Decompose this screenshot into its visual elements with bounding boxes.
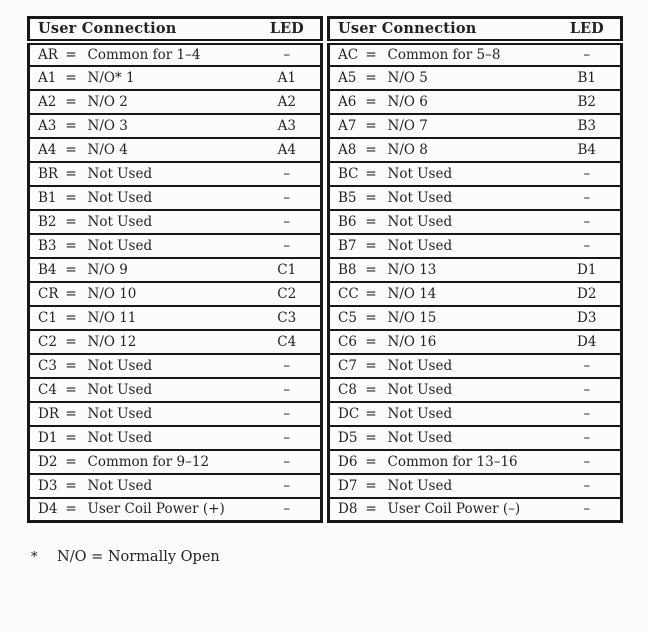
table-row (329, 66, 622, 90)
header-row (29, 18, 322, 42)
led-cell: D3 (554, 306, 622, 330)
table-row (329, 186, 622, 210)
table-row (329, 114, 622, 138)
equals-sign: = (361, 258, 382, 282)
connection-description-cell: Not Used (382, 162, 554, 186)
terminal-code-cell: B6 (329, 210, 361, 234)
terminal-code-cell: D6 (329, 450, 361, 474)
terminal-code-cell: AC (338, 46, 359, 63)
terminal-code-cell: D2 (29, 450, 61, 474)
table-row (329, 474, 622, 498)
terminal-code-cell: C1 (29, 306, 61, 330)
led-cell: – (254, 210, 322, 234)
terminal-code-cell: C6 (329, 330, 361, 354)
equals-sign: = (361, 186, 382, 210)
connection-description-cell: Not Used (82, 426, 254, 450)
terminal-code-cell: D7 (329, 474, 361, 498)
equals-sign: = (61, 330, 82, 354)
table-row (29, 234, 322, 258)
table-row (329, 426, 622, 450)
equals-sign: = (361, 138, 382, 162)
table-row (29, 114, 322, 138)
led-cell: – (554, 210, 622, 234)
footnote-text: N/O = Normally Open (57, 549, 220, 565)
table-row (29, 66, 322, 90)
terminal-code-cell: A3 (29, 114, 61, 138)
table-row (29, 90, 322, 114)
terminal-code-cell: A1 (29, 66, 61, 90)
table-row (329, 306, 622, 330)
equals-sign: = (361, 402, 382, 426)
table-row (329, 378, 622, 402)
equals-sign: = (361, 330, 382, 354)
led-cell: – (254, 498, 322, 522)
terminal-code-cell: D8 (329, 498, 361, 522)
led-cell: – (254, 186, 322, 210)
equals-sign: = (61, 474, 82, 498)
equals-sign: = (361, 90, 382, 114)
equals-sign: = (61, 306, 82, 330)
table-row (29, 186, 322, 210)
connection-description-cell: N/O 5 (382, 66, 554, 90)
led-cell: – (583, 46, 591, 63)
terminal-code-cell: A6 (329, 90, 361, 114)
table-row (29, 258, 322, 282)
equals-sign: = (361, 210, 382, 234)
equals-sign: = (61, 426, 82, 450)
connection-description-cell: N/O 13 (382, 258, 554, 282)
connection-description-cell: N/O 15 (382, 306, 554, 330)
header-row (329, 18, 622, 42)
table-row (29, 42, 322, 66)
led-cell: C3 (254, 306, 322, 330)
led-cell: D4 (554, 330, 622, 354)
header-user-connection: User Connection (29, 18, 254, 42)
equals-sign: = (361, 354, 382, 378)
equals-sign: = (361, 66, 382, 90)
led-cell: – (554, 474, 622, 498)
table-row (29, 426, 322, 450)
led-cell: C4 (254, 330, 322, 354)
led-cell: A1 (254, 66, 322, 90)
equals-sign: = (61, 450, 82, 474)
table-row (29, 330, 322, 354)
connection-description-cell: Not Used (82, 402, 254, 426)
terminal-code-cell: C2 (29, 330, 61, 354)
connection-description-cell: Not Used (382, 186, 554, 210)
led-cell: – (554, 450, 622, 474)
equals-sign: = (61, 402, 82, 426)
connection-description-cell: Not Used (82, 234, 254, 258)
table-row (329, 402, 622, 426)
header-led: LED (554, 18, 622, 42)
equals-sign: = (61, 186, 82, 210)
terminal-code-cell: A7 (329, 114, 361, 138)
table-row (29, 498, 322, 522)
equals-sign: = (61, 162, 82, 186)
led-cell: C2 (254, 282, 322, 306)
table-row (29, 354, 322, 378)
table-row (29, 378, 322, 402)
connection-description-cell: N/O 9 (82, 258, 254, 282)
connection-description-cell: N/O 12 (82, 330, 254, 354)
terminal-code-cell: CC (329, 282, 361, 306)
equals-sign: = (361, 378, 382, 402)
terminal-code-cell: C7 (329, 354, 361, 378)
footnote (27, 549, 648, 565)
led-cell: A4 (254, 138, 322, 162)
led-cell: – (254, 162, 322, 186)
connection-description-cell: Not Used (82, 354, 254, 378)
led-cell: B4 (554, 138, 622, 162)
table-row (329, 234, 622, 258)
terminal-code-cell: A2 (29, 90, 61, 114)
table-row (329, 42, 622, 66)
connection-description-cell: Not Used (382, 354, 554, 378)
terminal-code-cell: B5 (329, 186, 361, 210)
led-cell: A2 (254, 90, 322, 114)
table-row (29, 402, 322, 426)
table-row (329, 498, 622, 522)
equals-sign: = (361, 426, 382, 450)
table-row (329, 450, 622, 474)
led-cell: – (554, 378, 622, 402)
connection-description-cell: Not Used (82, 186, 254, 210)
led-cell: – (254, 234, 322, 258)
led-cell: B2 (554, 90, 622, 114)
connection-description-cell: N/O 10 (82, 282, 254, 306)
connection-description-cell: User Coil Power (–) (382, 498, 554, 522)
terminal-code-cell: B4 (29, 258, 61, 282)
table-row (329, 354, 622, 378)
terminal-code-cell: B1 (29, 186, 61, 210)
footnote-asterisk: * (31, 550, 38, 565)
connection-description-cell: N/O 11 (82, 306, 254, 330)
connection-description-cell: Not Used (382, 210, 554, 234)
table-row (29, 450, 322, 474)
table-row (29, 162, 322, 186)
terminal-code-cell: D4 (29, 498, 61, 522)
led-cell: – (254, 426, 322, 450)
equals-sign: = (61, 258, 82, 282)
terminal-code-cell: DR (29, 402, 61, 426)
table-row (29, 306, 322, 330)
equals-sign: = (361, 114, 382, 138)
led-cell: B1 (554, 66, 622, 90)
led-cell: – (254, 474, 322, 498)
connection-description-cell: N/O 6 (382, 90, 554, 114)
user-connection-table-right (327, 16, 623, 523)
equals-sign: = (61, 66, 82, 90)
led-cell: A3 (254, 114, 322, 138)
equals-sign: = (61, 282, 82, 306)
equals-sign: = (361, 450, 382, 474)
terminal-code-cell: BR (29, 162, 61, 186)
led-cell: D2 (554, 282, 622, 306)
user-connection-table-left (27, 16, 323, 523)
table-row (329, 162, 622, 186)
terminal-code-cell: B8 (329, 258, 361, 282)
led-cell: – (554, 426, 622, 450)
terminal-code-cell: D1 (29, 426, 61, 450)
equals-sign: = (361, 306, 382, 330)
led-cell: – (554, 354, 622, 378)
equals-sign: = (361, 498, 382, 522)
terminal-code-cell: A5 (329, 66, 361, 90)
connection-description-cell: Not Used (82, 162, 254, 186)
terminal-code-cell: BC (329, 162, 361, 186)
terminal-code-cell: C8 (329, 378, 361, 402)
terminal-code-cell: D3 (29, 474, 61, 498)
terminal-code-cell: A8 (329, 138, 361, 162)
terminal-code-cell: AR (38, 46, 58, 63)
table-row (29, 138, 322, 162)
connection-description-cell: Common for 9–12 (82, 450, 254, 474)
table-row (29, 282, 322, 306)
table-row (329, 282, 622, 306)
led-cell: B3 (554, 114, 622, 138)
connection-description-cell: Not Used (382, 234, 554, 258)
terminal-code-cell: DC (329, 402, 361, 426)
equals-sign: = (361, 162, 382, 186)
led-cell: – (554, 498, 622, 522)
connection-description-cell: Common for 1–4 (87, 46, 201, 63)
connection-description-cell: Not Used (82, 378, 254, 402)
connection-description-cell: N/O 14 (382, 282, 554, 306)
equals-sign: = (361, 234, 382, 258)
equals-sign: = (61, 234, 82, 258)
connection-description-cell: N/O 7 (382, 114, 554, 138)
equals-sign: = (61, 114, 82, 138)
header-led: LED (254, 18, 322, 42)
led-cell: – (254, 378, 322, 402)
equals-sign: = (61, 378, 82, 402)
terminal-code-cell: C4 (29, 378, 61, 402)
led-cell: – (554, 162, 622, 186)
connection-description-cell: Not Used (82, 474, 254, 498)
terminal-code-cell: CR (29, 282, 61, 306)
equals-sign: = (61, 210, 82, 234)
connection-description-cell: Common for 5–8 (387, 46, 501, 63)
table-row (329, 258, 622, 282)
table-row (329, 210, 622, 234)
led-cell: – (554, 234, 622, 258)
terminal-code-cell: D5 (329, 426, 361, 450)
equals-sign: = (65, 46, 77, 63)
terminal-code-cell: B3 (29, 234, 61, 258)
connection-description-cell: User Coil Power (+) (82, 498, 254, 522)
table-row (329, 90, 622, 114)
table-row (329, 330, 622, 354)
user-connection-tables (27, 16, 648, 523)
connection-description-cell: N/O* 1 (82, 66, 254, 90)
connection-description-cell: Not Used (382, 474, 554, 498)
connection-description-cell: Not Used (382, 402, 554, 426)
terminal-code-cell: B7 (329, 234, 361, 258)
connection-description-cell: Not Used (82, 210, 254, 234)
terminal-code-cell: B2 (29, 210, 61, 234)
table-row (329, 138, 622, 162)
led-cell: – (254, 402, 322, 426)
equals-sign: = (61, 90, 82, 114)
table-row (29, 210, 322, 234)
led-cell: – (554, 402, 622, 426)
led-cell: – (254, 354, 322, 378)
connection-description-cell: N/O 4 (82, 138, 254, 162)
connection-description-cell: Not Used (382, 426, 554, 450)
connection-description-cell: Not Used (382, 378, 554, 402)
table-row (29, 474, 322, 498)
terminal-code-cell: C5 (329, 306, 361, 330)
equals-sign: = (361, 282, 382, 306)
led-cell: D1 (554, 258, 622, 282)
equals-sign: = (61, 498, 82, 522)
connection-description-cell: N/O 3 (82, 114, 254, 138)
equals-sign: = (365, 46, 377, 63)
equals-sign: = (61, 354, 82, 378)
equals-sign: = (61, 138, 82, 162)
connection-description-cell: N/O 8 (382, 138, 554, 162)
terminal-code-cell: A4 (29, 138, 61, 162)
connection-description-cell: Common for 13–16 (382, 450, 554, 474)
led-cell: – (254, 450, 322, 474)
led-cell: C1 (254, 258, 322, 282)
header-user-connection: User Connection (329, 18, 554, 42)
led-cell: – (554, 186, 622, 210)
led-cell: – (283, 46, 291, 63)
equals-sign: = (361, 474, 382, 498)
connection-description-cell: N/O 2 (82, 90, 254, 114)
terminal-code-cell: C3 (29, 354, 61, 378)
connection-description-cell: N/O 16 (382, 330, 554, 354)
